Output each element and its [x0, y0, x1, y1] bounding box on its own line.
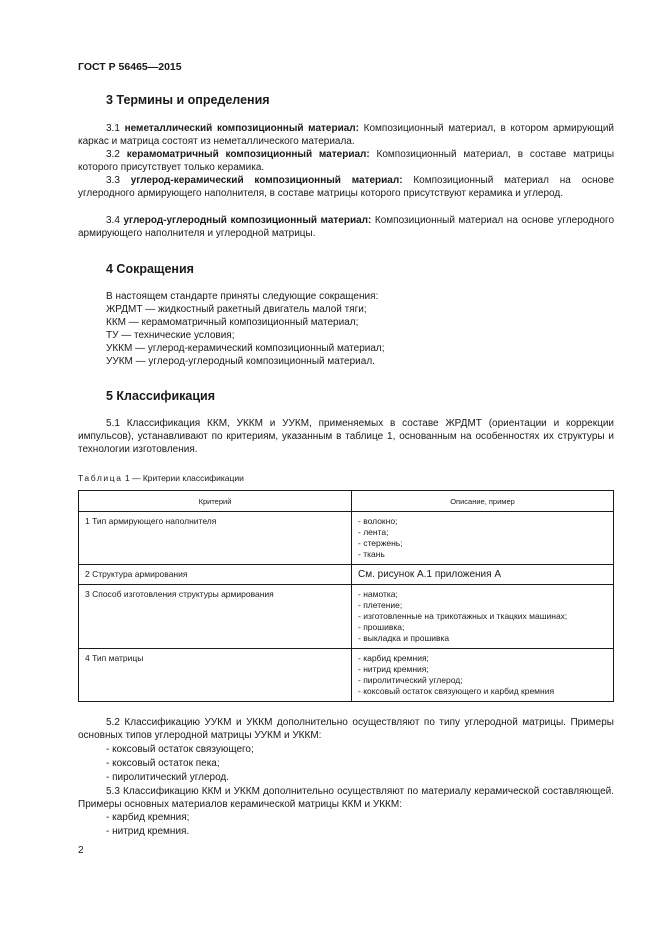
- option-item: - изготовленные на трикотажных и ткацких машинах;: [358, 611, 568, 621]
- term-number: 3.3: [106, 175, 120, 186]
- term-3-4: [78, 214, 614, 240]
- term-number: 3.2: [106, 149, 120, 160]
- paragraph-5-2: 5.2 Классификацию УУКМ и УККМ дополнительно осуществляют по типу углеродной матрицы. Примеры основных типов углеродной матрицы УУКМ и УККМ:: [78, 717, 614, 741]
- table-row: [79, 512, 614, 565]
- abbreviation-item: УККМ — углерод-керамический композиционный материал;: [106, 343, 385, 354]
- abbreviation-item: УУКМ — углерод-углеродный композиционный материал.: [106, 356, 375, 367]
- table-header-row: [79, 491, 614, 512]
- list-item: - нитрид кремния.: [106, 826, 190, 837]
- term-name: неметаллический композиционный материал:: [124, 123, 359, 134]
- option-item: - плетение;: [358, 600, 403, 610]
- criterion-cell: 2 Структура армирования: [79, 565, 352, 585]
- paragraph-5-1: 5.1 Классификация ККМ, УККМ и УУКМ, применяемых в составе ЖРДМТ (ориентации и коррекции импульсов), устанавливают по критериям, указанным в таблице 1, основанным на особенностях их структуры и технологии изготовления.: [78, 418, 614, 455]
- term-definition: Композиционный материал, в котором армирующий каркас и матрица состоят из неметаллического материала.: [78, 123, 614, 147]
- option-item: - коксовый остаток связующего и карбид кремния: [358, 686, 555, 696]
- term-3-2: [78, 148, 614, 174]
- list-item: - карбид кремния;: [106, 812, 190, 823]
- option-item: См. рисунок А.1 приложения А: [358, 569, 502, 580]
- abbreviation-item: ЖРДМТ — жидкостный ракетный двигатель малой тяги;: [106, 304, 367, 315]
- document-header: ГОСТ Р 56465—2015: [78, 61, 182, 73]
- list-item: - пиролитический углерод.: [106, 772, 230, 783]
- abbreviation-item: ККМ — керамоматричный композиционный материал;: [106, 317, 359, 328]
- section-3-title: 3 Термины и определения: [106, 93, 270, 107]
- description-cell: [352, 649, 614, 702]
- table-row: [79, 585, 614, 649]
- term-name: керамоматричный композиционный материал:: [126, 149, 370, 160]
- option-item: - пиролитический углерод;: [358, 675, 463, 685]
- option-item: - лента;: [358, 527, 389, 537]
- option-item: - нитрид кремния;: [358, 664, 429, 674]
- column-header-description: Описание, пример: [352, 491, 614, 512]
- table-row: [79, 649, 614, 702]
- criterion-cell: 3 Способ изготовления структуры армирования: [79, 585, 352, 649]
- abbreviations-intro: В настоящем стандарте приняты следующие сокращения:: [106, 291, 379, 302]
- criterion-cell: 1 Тип армирующего наполнителя: [79, 512, 352, 565]
- paragraph-5-3: 5.3 Классификацию ККМ и УККМ дополнительно осуществляют по материалу керамической составляющей. Примеры основных материалов керамической матрицы ККМ и УККМ:: [78, 786, 614, 810]
- term-definition: Композиционный материал на основе углеродного армирующего наполнителя и углеродной матрицы.: [78, 215, 615, 239]
- term-number: 3.4: [106, 215, 120, 226]
- criterion-cell: 4 Тип матрицы: [79, 649, 352, 702]
- list-item: - коксовый остаток связующего;: [106, 744, 254, 755]
- term-number: 3.1: [106, 123, 120, 134]
- option-item: - выкладка и прошивка: [358, 633, 450, 643]
- table-row: [79, 565, 614, 585]
- option-item: - карбид кремния;: [358, 653, 429, 663]
- page-number: 2: [78, 845, 84, 856]
- option-item: - прошивка;: [358, 622, 405, 632]
- term-3-3: [78, 174, 614, 200]
- description-cell: [352, 585, 614, 649]
- term-3-1: [78, 122, 614, 148]
- option-item: - стержень;: [358, 538, 403, 548]
- option-item: - ткань: [358, 549, 385, 559]
- term-name: углерод-керамический композиционный материал:: [130, 175, 403, 186]
- table-caption: Таблица 1 — Критерии классификации: [78, 473, 244, 483]
- classification-table: [78, 490, 614, 702]
- option-item: - намотка;: [358, 589, 398, 599]
- column-header-criterion: Критерий: [79, 491, 352, 512]
- section-4-title: 4 Сокращения: [106, 262, 194, 276]
- description-cell: [352, 565, 614, 585]
- abbreviation-item: ТУ — технические условия;: [106, 330, 235, 341]
- option-item: - волокно;: [358, 516, 398, 526]
- term-definition: Композиционный материал, в составе матрицы которого присутствует только керамика.: [78, 149, 615, 173]
- description-cell: [352, 512, 614, 565]
- term-name: углерод-углеродный композиционный материал:: [123, 215, 372, 226]
- section-5-title: 5 Классификация: [106, 389, 216, 403]
- list-item: - коксовый остаток пека;: [106, 758, 220, 769]
- term-definition: Композиционный материал на основе углеродного армирующего наполнителя, в составе матрицы которого присутствуют керамика и углерод.: [78, 175, 615, 199]
